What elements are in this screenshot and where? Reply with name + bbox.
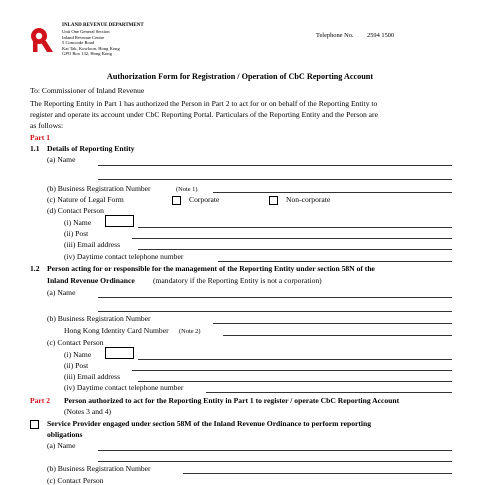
field-label: (i) Name	[64, 218, 92, 227]
intro-text: as follows:	[30, 121, 64, 130]
field-label: (b) Business Registration Number	[47, 464, 151, 473]
field-label: (c) Contact Person	[47, 476, 104, 485]
field-label: (iii) Email address	[64, 372, 121, 381]
name-field[interactable]	[98, 297, 452, 298]
field-label: (i) Name	[64, 350, 92, 359]
phone-field[interactable]	[206, 392, 452, 393]
brn-field[interactable]	[183, 473, 452, 474]
post-field[interactable]	[132, 238, 452, 239]
option-label: obligations	[47, 430, 83, 439]
non-corporate-checkbox[interactable]	[269, 196, 278, 205]
part2-notes: (Notes 3 and 4)	[64, 407, 112, 416]
section-note: (mandatory if the Reporting Entity is not a corporation)	[153, 276, 322, 285]
ird-logo	[30, 27, 54, 53]
field-label: (iv) Daytime contact telephone number	[64, 383, 184, 392]
addressee: To: Commissioner of Inland Revenue	[30, 86, 145, 95]
address-line: GPO Box 132, Hong Kong	[62, 51, 112, 56]
name-field-2[interactable]	[98, 311, 452, 312]
title-select-box[interactable]	[105, 215, 134, 227]
section-title: Person acting for or responsible for the management of the Reporting Entity under section 58N of the	[47, 264, 375, 273]
section-title: Details of Reporting Entity	[47, 144, 135, 153]
field-label: (b) Business Registration Number	[47, 184, 151, 193]
field-label: Hong Kong Identity Card Number	[64, 326, 169, 335]
field-label: (a) Name	[47, 288, 76, 297]
section-number: 1.2	[30, 264, 40, 273]
part2-heading: Person authorized to act for the Reporting Entity in Part 1 to register / operate CbC Reporting Account	[64, 396, 400, 405]
email-field[interactable]	[138, 381, 452, 382]
field-label: (iv) Daytime contact telephone number	[64, 252, 184, 261]
name-field[interactable]	[98, 165, 452, 166]
address-line: Inland Revenue Centre	[62, 34, 105, 40]
contact-name-field[interactable]	[138, 359, 452, 360]
phone-field[interactable]	[218, 261, 452, 262]
email-field[interactable]	[138, 249, 452, 250]
field-label: (b) Business Registration Number	[47, 314, 151, 323]
field-label: (ii) Post	[64, 229, 89, 238]
post-field[interactable]	[132, 370, 452, 371]
address-line: Kai Tak, Kowloon, Hong Kong	[62, 45, 120, 51]
option-label: Service Provider engaged under section 58M of the Inland Revenue Ordinance to perform reporting	[47, 419, 372, 428]
field-label: (d) Contact Person	[47, 206, 104, 215]
name-field-2[interactable]	[98, 179, 452, 180]
brn-field[interactable]	[213, 323, 452, 324]
service-provider-checkbox[interactable]	[30, 420, 39, 429]
telephone-label: Telephone No.	[316, 32, 354, 39]
telephone-number: 2594 1500	[367, 32, 395, 39]
title-select-box[interactable]	[105, 347, 134, 359]
contact-name-field[interactable]	[138, 227, 452, 228]
field-label: (iii) Email address	[64, 240, 121, 249]
name-field-2[interactable]	[98, 461, 452, 462]
note-ref: (Note 2)	[179, 328, 201, 335]
address-line: 5 Concorde Road	[62, 40, 95, 45]
note-ref: (Note 1)	[176, 186, 198, 193]
intro-text: The Reporting Entity in Part 1 has authorized the Person in Part 2 to act for or on behalf of the Reporting Entity to	[30, 99, 378, 108]
department-name: INLAND REVENUE DEPARTMENT	[62, 23, 144, 28]
section-number: 1.1	[30, 144, 40, 153]
checkbox-label: Corporate	[189, 195, 220, 204]
field-label: (a) Name	[47, 155, 76, 164]
address-line: Unit One General Section	[62, 29, 110, 34]
part2-title: Part 2	[30, 396, 51, 405]
brn-field[interactable]	[213, 192, 452, 193]
name-field[interactable]	[98, 450, 452, 451]
field-label: (a) Name	[47, 441, 76, 450]
checkbox-label: Non-corporate	[286, 195, 331, 204]
field-label: (c) Contact Person	[47, 338, 104, 347]
field-label: (ii) Post	[64, 361, 89, 370]
hkid-field[interactable]	[223, 335, 452, 336]
field-label: (c) Nature of Legal Form	[47, 195, 124, 204]
corporate-checkbox[interactable]	[172, 196, 181, 205]
intro-text: register and operate its account under CbC Reporting Portal. Particulars of the Reporting Entity and the Person are	[30, 110, 378, 119]
section-title: Inland Revenue Ordinance	[47, 276, 135, 285]
part1-title: Part 1	[30, 133, 51, 142]
form-title: Authorization Form for Registration / Operation of CbC Reporting Account	[106, 72, 374, 81]
